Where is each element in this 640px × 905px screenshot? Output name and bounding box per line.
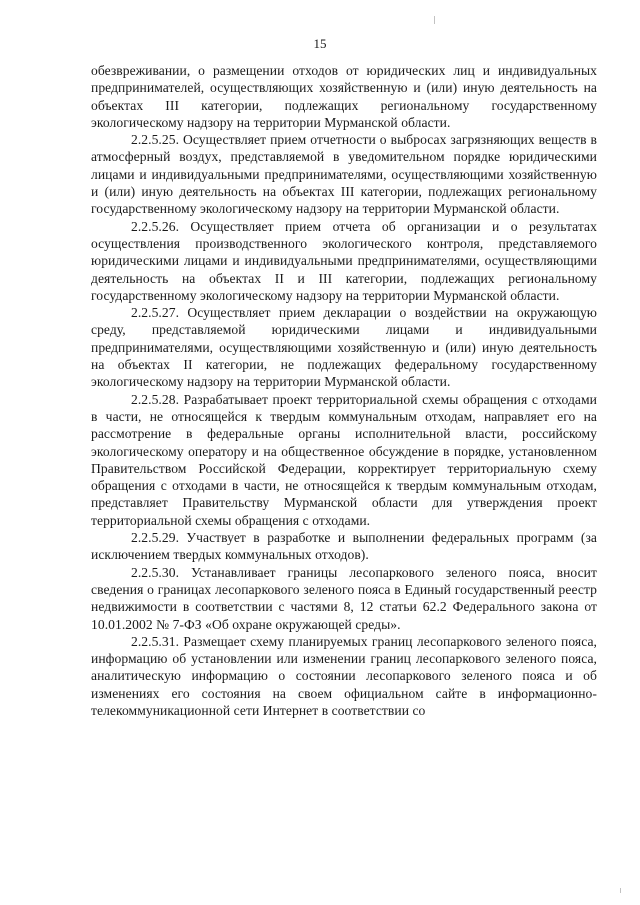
paragraph-2-2-5-31: 2.2.5.31. Размещает схему планируемых границ лесопаркового зеленого пояса, информацию об установлении или изменении границ лесопаркового зеленого пояса, аналитическую информацию о состоянии лесопаркового зеленого пояса и об изменениях его состояния на своем официальном сайте в информационно-телекоммуникационной сети Интернет в соответствии со [91, 633, 597, 718]
paragraph-2-2-5-27: 2.2.5.27. Осуществляет прием декларации о воздействии на окружающую среду, представляемой юридическими лицами и индивидуальными предпринимателями, осуществляющими хозяйственную и (или) иную деятельность на объектах II категории, не подлежащих федеральному государственному экологическому надзору на территории Мурманской области. [91, 305, 597, 390]
document-body [91, 62, 597, 719]
paragraph-2-2-5-25: 2.2.5.25. Осуществляет прием отчетности о выбросах загрязняющих веществ в атмосферный воздух, представляемой в уведомительном порядке юридическими лицами и индивидуальными предпринимателями, осуществляющими хозяйственную и (или) иную деятельность на объектах III категории, подлежащих региональному государственному экологическому надзору на территории Мурманской области. [91, 132, 597, 217]
paragraph-2-2-5-29: 2.2.5.29. Участвует в разработке и выполнении федеральных программ (за исключением твердых коммунальных отходов). [91, 530, 597, 563]
page-number: 15 [313, 36, 327, 51]
scan-artifact [434, 16, 435, 24]
paragraph-continuation: обезвреживании, о размещении отходов от юридических лиц и индивидуальных предпринимателей, осуществляющих хозяйственную и (или) иную деятельность на объектах III категории, подлежащих региональному государственному экологическому надзору на территории Мурманской области. [91, 63, 597, 130]
paragraph-2-2-5-26: 2.2.5.26. Осуществляет прием отчета об организации и о результатах осуществления производственного экологического контроля, представляемого юридическими лицами и индивидуальными предпринимателями, осуществляющими деятельность на объектах II и III категории, подлежащих региональному государственному экологическому надзору на территории Мурманской области. [91, 218, 597, 303]
paragraph-2-2-5-30: 2.2.5.30. Устанавливает границы лесопаркового зеленого пояса, вносит сведения о границах лесопаркового зеленого пояса в Единый государственный реестр недвижимости в соответствии с частями 8, 12 статьи 62.2 Федерального закона от 10.01.2002 № 7-ФЗ «Об охране окружающей среды». [91, 564, 597, 632]
scan-artifact [620, 888, 621, 893]
paragraph-2-2-5-28: 2.2.5.28. Разрабатывает проект территориальной схемы обращения с отходами в части, не относящейся к твердым коммунальным отходам, направляет его на рассмотрение в федеральные органы исполнительной власти, российскому экологическому оператору и на общественное обсуждение в порядке, установленном Правительством Российской Федерации, корректирует территориальную схему обращения с отходами в части, не относящейся к твердым коммунальным отходам, представляет Правительству Мурманской области для утверждения проект территориальной схемы обращения с отходами. [91, 391, 597, 528]
